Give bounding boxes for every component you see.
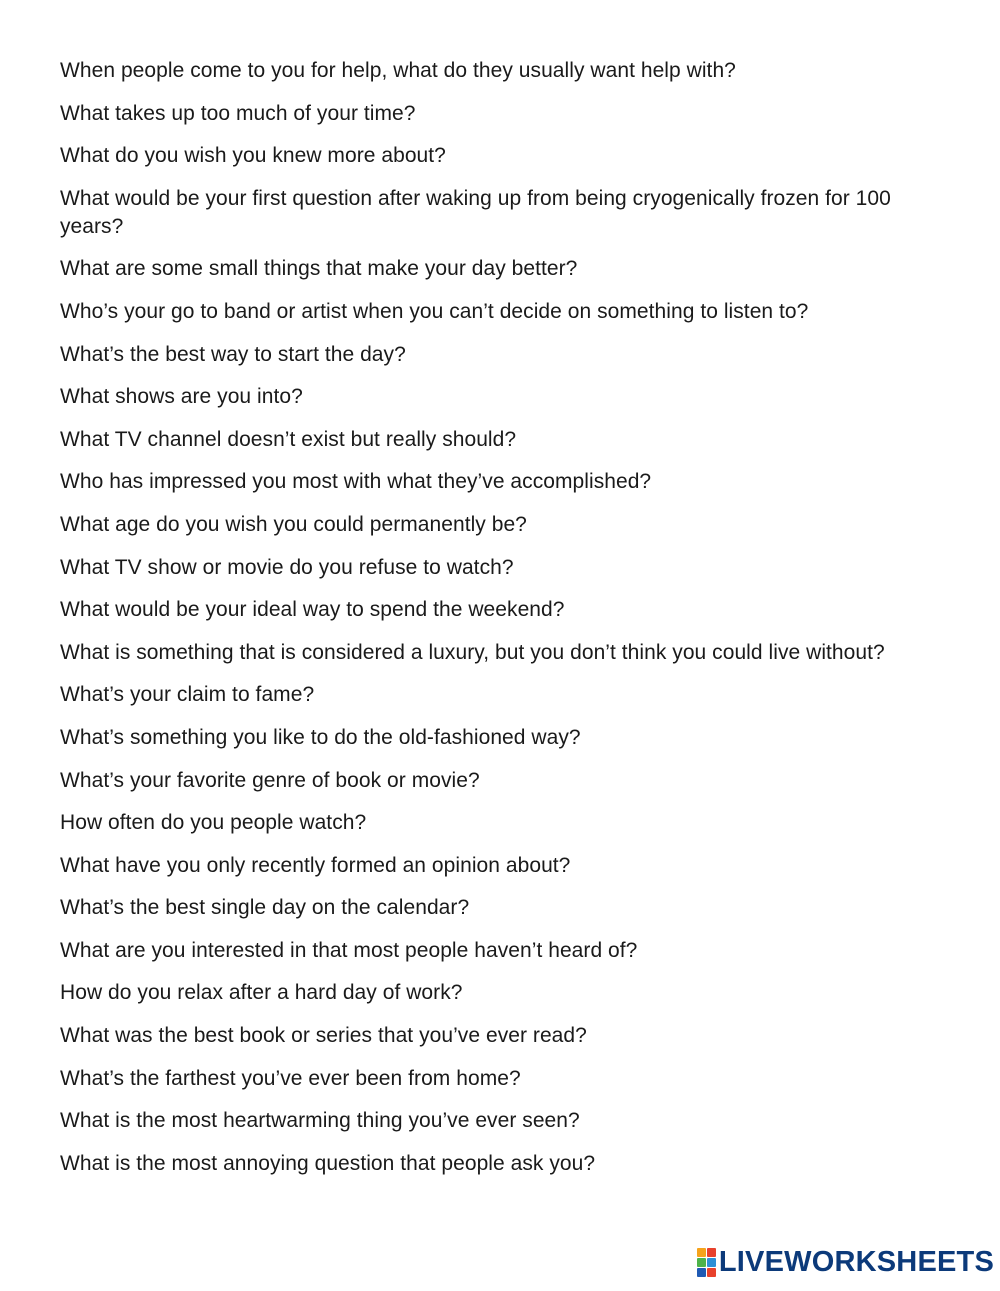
question-item: What’s your favorite genre of book or movie? (60, 768, 480, 792)
question-item: What age do you wish you could permanently be? (60, 512, 527, 536)
question-item: What was the best book or series that you’ve ever read? (60, 1024, 587, 1048)
liveworksheets-logo (697, 1247, 994, 1277)
question-item: How often do you people watch? (60, 811, 367, 835)
question-list (60, 57, 940, 1192)
question-item: What’s the farthest you’ve ever been from home? (60, 1066, 521, 1090)
question-item: What takes up too much of your time? (60, 101, 416, 125)
question-item: How do you relax after a hard day of work? (60, 981, 463, 1005)
question-item: What shows are you into? (60, 385, 303, 409)
question-item: What’s something you like to do the old-fashioned way? (60, 725, 581, 749)
logo-square (707, 1248, 716, 1257)
logo-text: LIVEWORKSHEETS (718, 1246, 994, 1278)
question-item: What have you only recently formed an opinion about? (60, 853, 571, 877)
question-item: What’s the best way to start the day? (60, 342, 406, 366)
logo-square (707, 1268, 716, 1277)
logo-square (697, 1258, 706, 1267)
question-item: What would be your first question after waking up from being cryogenically frozen for 100 years? (60, 186, 891, 238)
question-item: What are some small things that make your day better? (60, 257, 578, 281)
question-item: What is the most annoying question that people ask you? (60, 1151, 596, 1175)
question-item: What is the most heartwarming thing you’ve ever seen? (60, 1109, 580, 1133)
question-item: What TV channel doesn’t exist but really should? (60, 427, 517, 451)
question-item: What is something that is considered a luxury, but you don’t think you could live without? (60, 640, 885, 664)
question-item: Who’s your go to band or artist when you can’t decide on something to listen to? (60, 299, 809, 323)
question-item: What’s your claim to fame? (60, 683, 315, 707)
logo-square (707, 1258, 716, 1267)
question-item: What would be your ideal way to spend the weekend? (60, 598, 565, 622)
logo-square (697, 1248, 706, 1257)
question-item: What do you wish you knew more about? (60, 144, 446, 168)
question-item: When people come to you for help, what do they usually want help with? (60, 59, 736, 82)
question-item: Who has impressed you most with what they’ve accomplished? (60, 470, 652, 494)
question-item: What are you interested in that most people haven’t heard of? (60, 938, 638, 962)
question-item: What’s the best single day on the calendar? (60, 896, 470, 920)
question-item: What TV show or movie do you refuse to watch? (60, 555, 514, 579)
logo-square (697, 1268, 706, 1277)
liveworksheets-logo-icon (697, 1248, 716, 1277)
